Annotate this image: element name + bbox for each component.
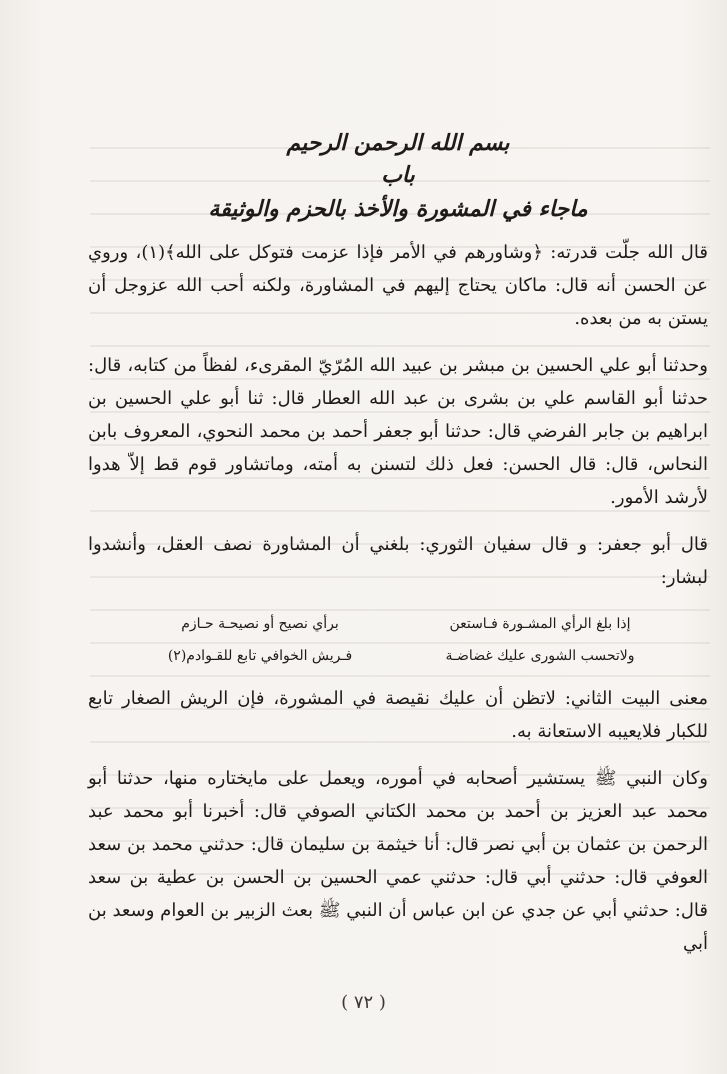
poem-verses [120,608,680,672]
chapter-heading: باب [381,162,415,188]
paragraph-hadith-chain: وحدثنا أبو علي الحسين بن مبشر بن عبيد الله المُرّيّ المقرىء، لفظاً من كتابه، قال: حدثنا أبو القاسم علي بن بشرى بن عبد الله العطار قال: ثنا أبو علي الحسين بن ابراهيم بن جابر الفرضي قال: حدثنا أبو جعفر أحمد بن محمد النحوي، المعروف بابن النحاس، قال: قال الحسن: فعل ذلك لتسنن به أمته، وماتشاور قوم قط إلاّ هدوا لأرشد الأمور. [88,355,708,508]
page-body [88,128,708,974]
paragraph-quran-verse: قال الله جلّت قدرته: ﴿وشاورهم في الأمر فإذا عزمت فتوكل على الله﴾(١)، وروي عن الحسن أنه قال: ماكان يحتاج إليهم في المشاورة، ولكنه أحب الله عزوجل أن يستن به من بعده. [88,242,708,329]
paragraph-prophet-consultation: وكان النبي ﷺ يستشير أصحابه في أموره، ويعمل على مايختاره منها، حدثنا أبو محمد عبد العزيز بن أحمد بن محمد الكتاني الصوفي قال: أخبرنا أبو محمد عبد الرحمن بن عثمان بن أبي نصر قال: أنا خيثمة بن سليمان قال: حدثني محمد بن سعد العوفي قال: حدثني أبي قال: حدثني عمي الحسين بن الحسن بن عطية بن سعد قال: حدثني أبي عن جدي عن ابن عباس أن النبي ﷺ بعث الزبير بن العوام وسعد بن أبي [88,768,708,954]
paragraph-verse-meaning: معنى البيت الثاني: لاتظن أن عليك نقيصة في المشورة، فإن الريش الصغار تابع للكبار فلايعيبه الاستعانة به. [88,688,708,742]
paragraph-sufyan: قال أبو جعفر: و قال سفيان الثوري: بلغني أن المشاورة نصف العقل، وأنشدوا لبشار: [88,534,708,588]
poem-hemistich-first: إذا بلغ الرأي المشـورة فـاستعن [449,616,631,632]
page-number: ( ٧٢ ) [341,992,386,1013]
poem-hemistich-second: برأي نصيح أو نصيحـة حـازم [181,616,339,632]
poem-hemistich-second: فـريش الخوافي تابع للقـوادم(٢) [167,648,353,664]
chapter-subject-heading: ماجاء في المشورة والأخذ بالحزم والوثيقة [208,196,588,222]
poem-line [120,608,680,640]
poem-line [120,640,680,672]
basmala-heading: بسم الله الرحمن الرحيم [286,130,510,156]
poem-hemistich-first: ولاتحسب الشورى عليك غضاضـة [445,648,635,664]
